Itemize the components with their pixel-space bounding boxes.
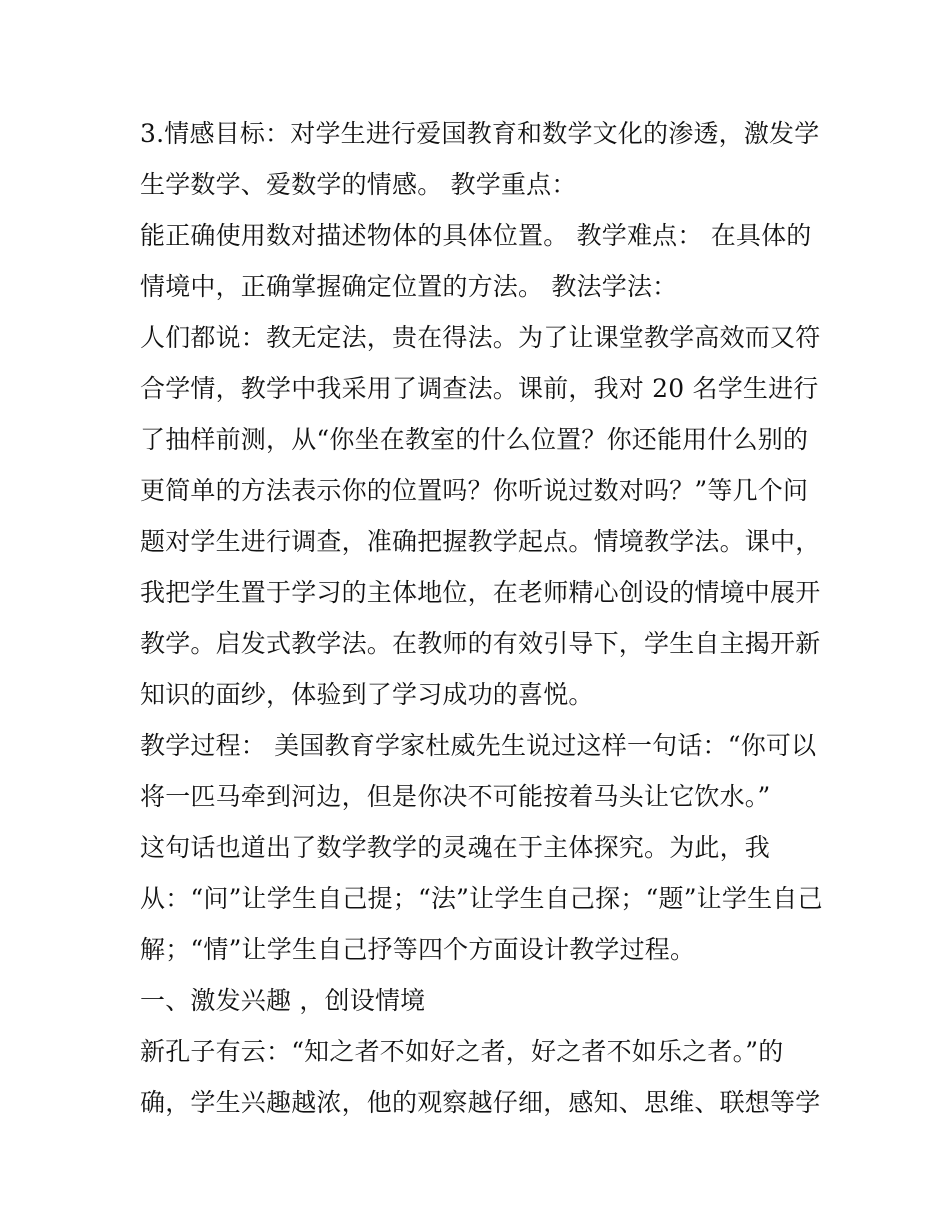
text-line: 题对学生进行调查，准确把握教学起点。情境教学法。课中， [140,527,821,556]
text-line: 能正确使用数对描述物体的具体位置。 教学难点： 在具体的 [140,221,812,250]
text-line: 将一匹马牵到河边，但是你决不可能按着马头让它饮水。” [140,782,771,811]
text-line: 了抽样前测，从“你坐在教室的什么位置？你还能用什么别的 [140,425,809,454]
text-line: 生学数学、爱数学的情感。 教学重点： [140,170,577,199]
text-line: 合学情，教学中我采用了调查法。课前，我对 20 名学生进行 [140,374,819,403]
text-line: 确，学生兴趣越浓，他的观察越仔细，感知、思维、联想等学 [140,1088,821,1117]
text-line: 这句话也道出了数学教学的灵魂在于主体探究。为此，我 [140,833,771,862]
text-line: 情境中，正确掌握确定位置的方法。 教法学法： [140,272,678,301]
text-line: 知识的面纱，体验到了学习成功的喜悦。 [140,680,594,709]
section-heading: 一、激发兴趣 ，创设情境 [140,986,426,1015]
text-line: 教学过程： 美国教育学家杜威先生说过这样一句话：“你可以 [140,731,817,760]
text-line: 3.情感目标：对学生进行爱国教育和数学文化的渗透，激发学 [140,119,820,148]
text-line: 我把学生置于学习的主体地位，在老师精心创设的情境中展开 [140,578,821,607]
text-line: 解；“情”让学生自己抒等四个方面设计教学过程。 [140,935,696,964]
text-line: 从：“问”让学生自己提；“法”让学生自己探；“题”让学生自己 [140,884,823,913]
text-line: 新孔子有云：“知之者不如好之者，好之者不如乐之者。”的 [140,1037,784,1066]
text-line: 教学。启发式教学法。在教师的有效引导下，学生自主揭开新 [140,629,821,658]
text-line: 人们都说：教无定法，贵在得法。为了让课堂教学高效而又符 [140,323,821,352]
text-line: 更简单的方法表示你的位置吗？你听说过数对吗？”等几个问 [140,476,809,505]
document-body [140,108,823,1128]
